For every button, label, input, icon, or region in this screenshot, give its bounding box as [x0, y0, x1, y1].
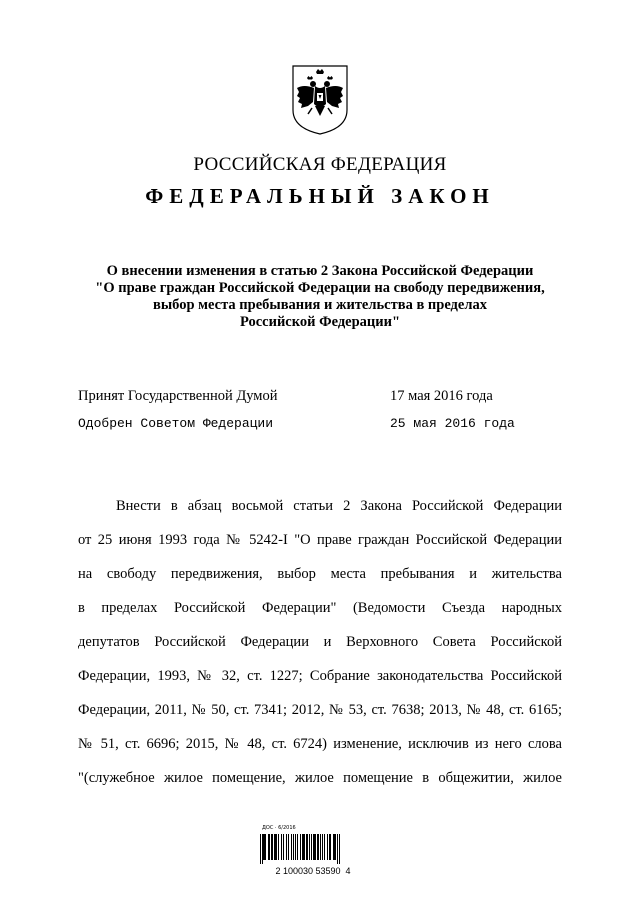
subject-line: О внесении изменения в статью 2 Закона Российской Федерации [106, 263, 534, 279]
body-line: в пределах Российской Федерации" (Ведомости Съезда народных [78, 600, 562, 616]
country-heading: РОССИЙСКАЯ ФЕДЕРАЦИЯ [193, 154, 447, 175]
document-barcode [258, 826, 368, 882]
body-line: № 51, ст. 6696; 2015, № 48, ст. 6724) изменение, исключив из него слова [78, 736, 562, 752]
subject-line: Российской Федерации" [239, 314, 401, 330]
barcode-number: 2 100030 53590 4 [275, 866, 351, 876]
body-line: Федерации, 1993, № 32, ст. 1227; Собрание законодательства Российской [78, 668, 562, 684]
subject-line: выбор места пребывания и жительства в пределах [153, 297, 487, 313]
adopted-date: 17 мая 2016 года [390, 388, 493, 404]
body-line: депутатов Российской Федерации и Верховного Совета Российской [78, 634, 562, 650]
body-line: на свободу передвижения, выбор места пребывания и жительства [78, 566, 562, 582]
law-body-paragraph [78, 496, 562, 802]
law-subject-title [70, 263, 570, 331]
approved-by-federation-council-label: Одобрен Советом Федерации [78, 416, 274, 431]
body-line: Внести в абзац восьмой статьи 2 Закона Российской Федерации [116, 498, 562, 514]
approved-date: 25 мая 2016 года [390, 416, 515, 431]
body-line: Федерации, 2011, № 50, ст. 7341; 2012, № 53, ст. 7638; 2013, № 48, ст. 6165; [78, 702, 562, 718]
barcode-small-text: ДОС · 6/2016 [262, 825, 296, 831]
adopted-by-duma-label: Принят Государственной Думой [78, 388, 278, 404]
body-line: "(служебное жилое помещение, жилое помещение в общежитии, жилое [78, 770, 562, 786]
coat-of-arms-icon [290, 64, 350, 136]
law-type-heading: ФЕДЕРАЛЬНЫЙ ЗАКОН [145, 184, 495, 208]
body-line: от 25 июня 1993 года № 5242-I "О праве граждан Российской Федерации [78, 532, 562, 548]
subject-line: "О праве граждан Российской Федерации на свободу передвижения, [95, 280, 545, 296]
barcode-bars-icon [258, 834, 368, 864]
